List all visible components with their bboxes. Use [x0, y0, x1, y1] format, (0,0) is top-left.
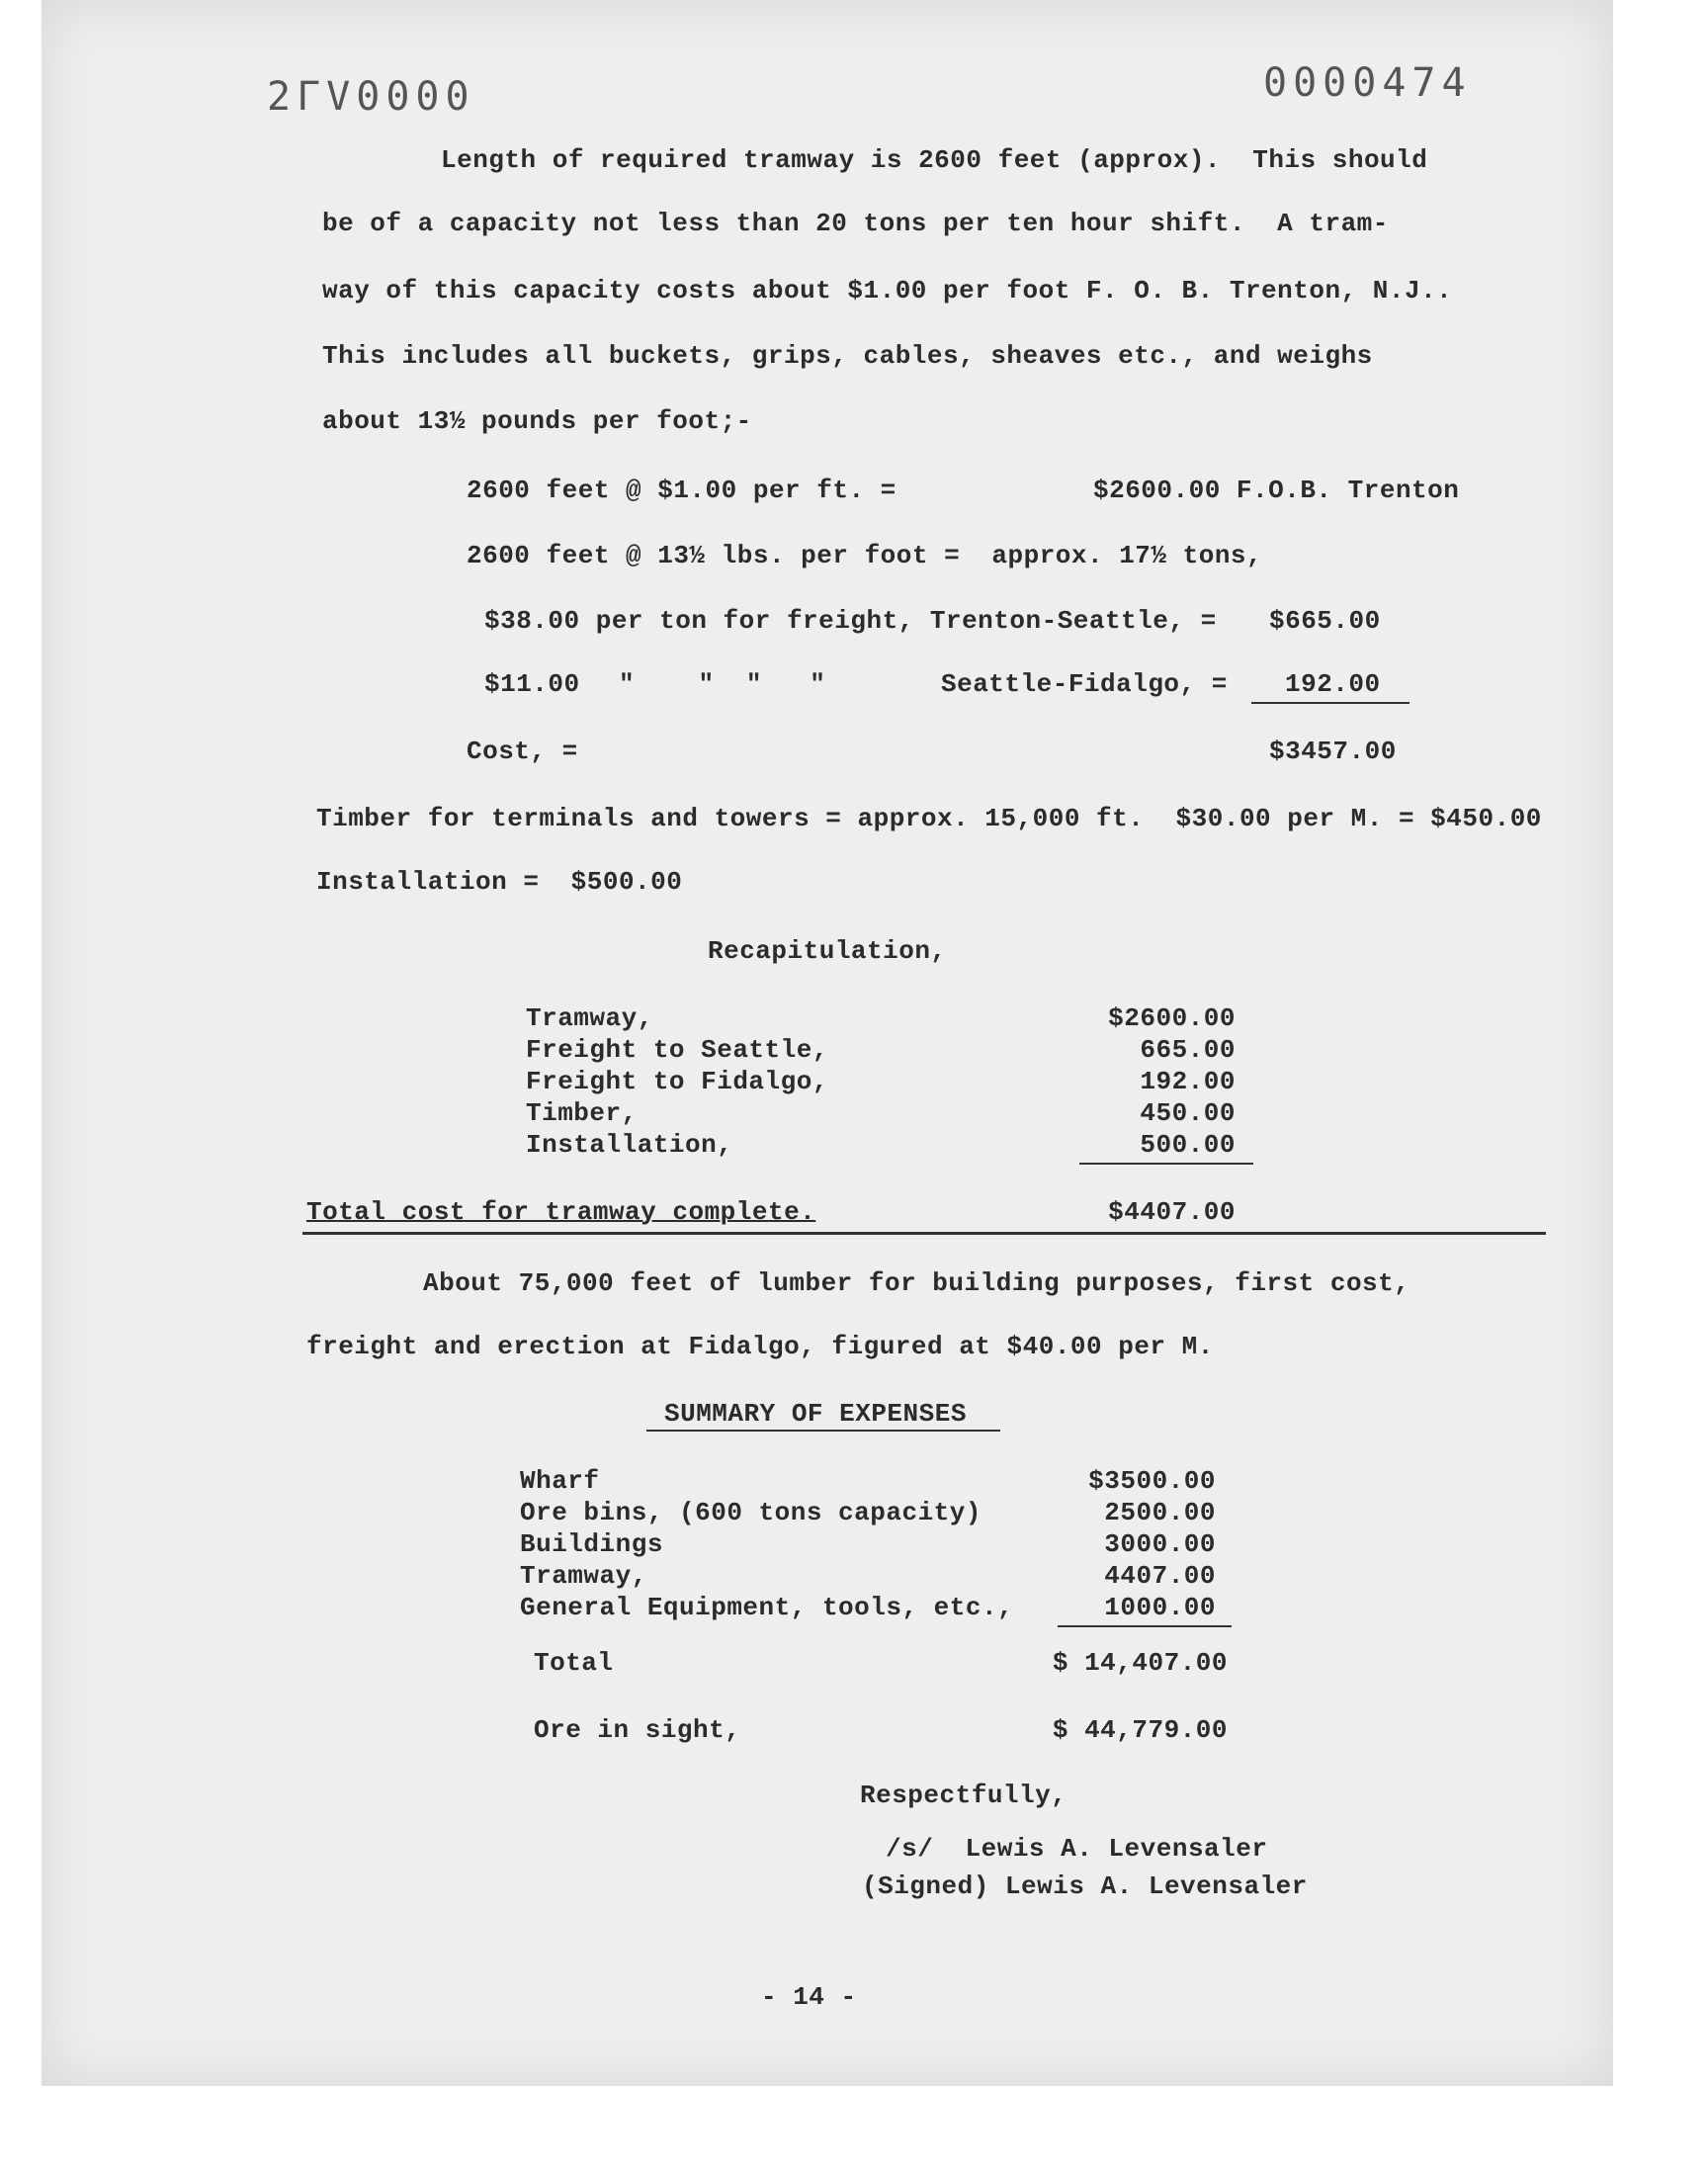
underline — [1058, 1625, 1232, 1627]
total-rule — [302, 1232, 1546, 1235]
recap-item-value: $2600.00 — [1108, 1003, 1236, 1033]
calc-label: Seattle-Fidalgo, = — [941, 669, 1228, 699]
summary-title: SUMMARY OF EXPENSES — [664, 1399, 967, 1429]
recap-item-value: 192.00 — [1140, 1067, 1236, 1096]
calc-label: $11.00 — [484, 669, 580, 699]
paragraph-line: About 75,000 feet of lumber for building purposes, first cost, — [423, 1268, 1410, 1298]
signature-line: /s/ Lewis A. Levensaler — [886, 1834, 1268, 1864]
summary-item-value: $3500.00 — [1088, 1466, 1216, 1496]
ore-value: $ 44,779.00 — [1052, 1715, 1228, 1745]
paragraph-line: This includes all buckets, grips, cables, sheaves etc., and weighs — [322, 341, 1373, 371]
summary-item-value: 3000.00 — [1104, 1529, 1216, 1559]
doc-number-right: 0000474 — [1263, 60, 1472, 106]
underline — [1251, 702, 1409, 704]
ore-label: Ore in sight, — [534, 1715, 741, 1745]
summary-item-label: General Equipment, tools, etc., — [520, 1593, 1014, 1622]
summary-item-label: Tramway, — [520, 1561, 647, 1591]
timber-line: Timber for terminals and towers = approx. 15,000 ft. $30.00 per M. = $450.00 — [316, 804, 1542, 833]
summary-total-value: $ 14,407.00 — [1052, 1648, 1228, 1678]
recap-item-value: 450.00 — [1140, 1098, 1236, 1128]
ditto-marks: " " " " — [619, 669, 826, 699]
calc-value: $665.00 — [1269, 606, 1381, 636]
calc-label: 2600 feet @ 13½ lbs. per foot = approx. 17½ tons, — [467, 541, 1263, 570]
signature-line: (Signed) Lewis A. Levensaler — [862, 1871, 1308, 1901]
recap-total-value: $4407.00 — [1108, 1197, 1236, 1227]
recap-title: Recapitulation, — [708, 936, 947, 966]
recap-item-label: Freight to Seattle, — [526, 1035, 828, 1065]
calc-label: 2600 feet @ $1.00 per ft. = — [467, 476, 897, 505]
paragraph-line: freight and erection at Fidalgo, figured at $40.00 per M. — [306, 1332, 1214, 1361]
recap-item-value: 500.00 — [1140, 1130, 1236, 1160]
summary-item-value: 2500.00 — [1104, 1498, 1216, 1527]
calc-value: 192.00 — [1285, 669, 1381, 699]
summary-item-label: Wharf — [520, 1466, 600, 1496]
summary-item-value: 4407.00 — [1104, 1561, 1216, 1591]
underline — [1079, 1163, 1253, 1165]
recap-item-label: Installation, — [526, 1130, 733, 1160]
paragraph-line: about 13½ pounds per foot;- — [322, 406, 752, 436]
installation-line: Installation = $500.00 — [316, 867, 683, 897]
calc-label: $38.00 per ton for freight, Trenton-Seattle, = — [484, 606, 1217, 636]
respectfully: Respectfully, — [860, 1781, 1068, 1810]
recap-total-label: Total cost for tramway complete. — [306, 1197, 816, 1227]
recap-item-label: Freight to Fidalgo, — [526, 1067, 828, 1096]
paragraph-line: Length of required tramway is 2600 feet (approx). This should — [441, 145, 1428, 175]
paragraph-line: be of a capacity not less than 20 tons per ten hour shift. A tram- — [322, 209, 1389, 238]
recap-item-value: 665.00 — [1140, 1035, 1236, 1065]
summary-title-underline — [646, 1430, 1000, 1432]
summary-item-value: 1000.00 — [1104, 1593, 1216, 1622]
recap-item-label: Timber, — [526, 1098, 638, 1128]
paragraph-line: way of this capacity costs about $1.00 per foot F. O. B. Trenton, N.J.. — [322, 276, 1453, 305]
calc-value: $2600.00 F.O.B. Trenton — [1093, 476, 1460, 505]
cost-value: $3457.00 — [1269, 737, 1397, 766]
summary-item-label: Ore bins, (600 tons capacity) — [520, 1498, 982, 1527]
cost-label: Cost, = — [467, 737, 578, 766]
doc-number-left: 2ΓV0000 — [267, 74, 475, 120]
recap-item-label: Tramway, — [526, 1003, 653, 1033]
page-number: - 14 - — [761, 1982, 857, 2012]
summary-item-label: Buildings — [520, 1529, 663, 1559]
summary-total-label: Total — [534, 1648, 614, 1678]
